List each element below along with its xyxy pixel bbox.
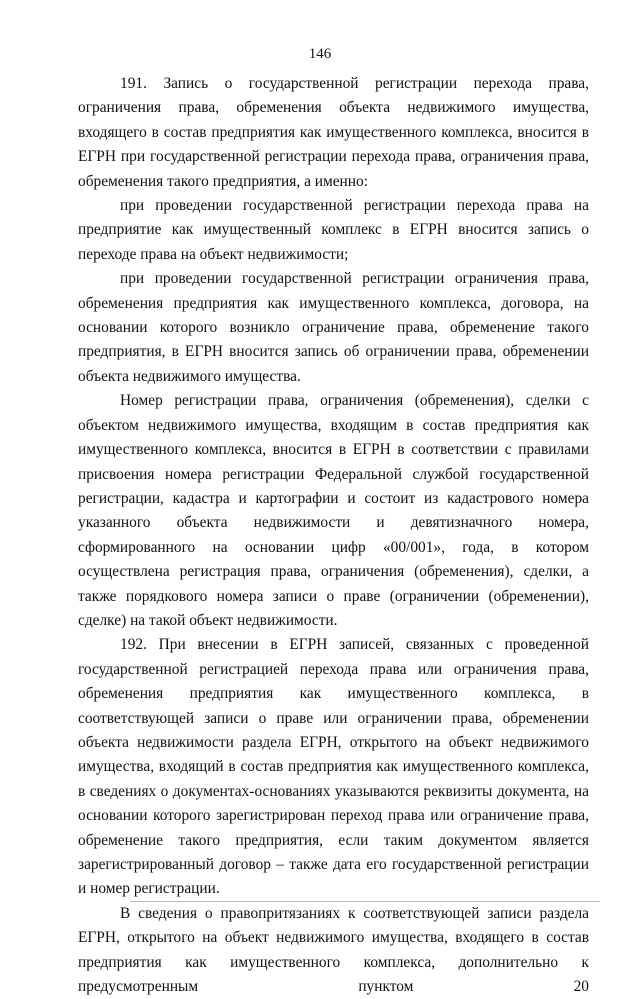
paragraph-registration-number: Номер регистрации права, ограничения (обременения), сделки с объектом недвижимого имущества, входящим в состав предприятия как имущественного комплекса, вносится в ЕГРН в соответствии с правилами присвоения номера регистрации Федеральной службой государственной регистрации, кадастра и картографии и состоит из кадастрового номера указанного объекта недвижимости и девятизначного номера, сформированного на основании цифр «00/001», года, в котором осуществлена регистрация права, ограничения (обременения), сделки, а также порядкового номера записи о праве (ограничении (обременении), сделке) на такой объект недвижимости. [78,392,589,629]
paragraph-restriction-of-right: при проведении государственной регистрации ограничения права, обременения предприятия как имущественного комплекса, договора, на основании которого возникло ограничение права, обременение такого предприятия, в ЕГРН вносится запись об ограничении права, обременении объекта недвижимого имущества. [78,270,589,385]
paragraph-claims-info: В сведения о правопритязаниях к соответствующей записи раздела ЕГРН, открытого на объект недвижимого имущества, входящего в состав предприятия как имущественного комплекса, дополнительно к предусмотренным пунктом 20 [78,904,589,996]
paragraph-192: 192. При внесении в ЕГРН записей, связанных с проведенной государственной регистрацией перехода права или ограничения права, обременения предприятия как имущественного комплекса, в соответствующей записи о праве или ограничении права, обременении объекта недвижимости раздела ЕГРН, открытого на объект недвижимого имущества, входящий в состав предприятия как имущественного комплекса, в сведениях о документах-основаниях указываются реквизиты документа, на основании которого зарегистрирован переход права или ограничение права, обременение такого предприятия, если таким документом является зарегистрированный договор – также дата его государственной регистрации и номер регистрации. [78,636,589,898]
document-body [78,72,589,999]
scan-edge-line [130,901,600,902]
page-number: 146 [308,46,332,62]
paragraph-transfer-of-right: при проведении государственной регистрации перехода права на предприятие как имущественный комплекс в ЕГРН вносится запись о переходе права на объект недвижимости; [78,197,589,263]
paragraph-191-intro: 191. Запись о государственной регистрации перехода права, ограничения права, обременения объекта недвижимого имущества, входящего в состав предприятия как имущественного комплекса, вносится в ЕГРН при государственной регистрации перехода права, ограничения права, обременения такого предприятия, а именно: [78,75,589,190]
